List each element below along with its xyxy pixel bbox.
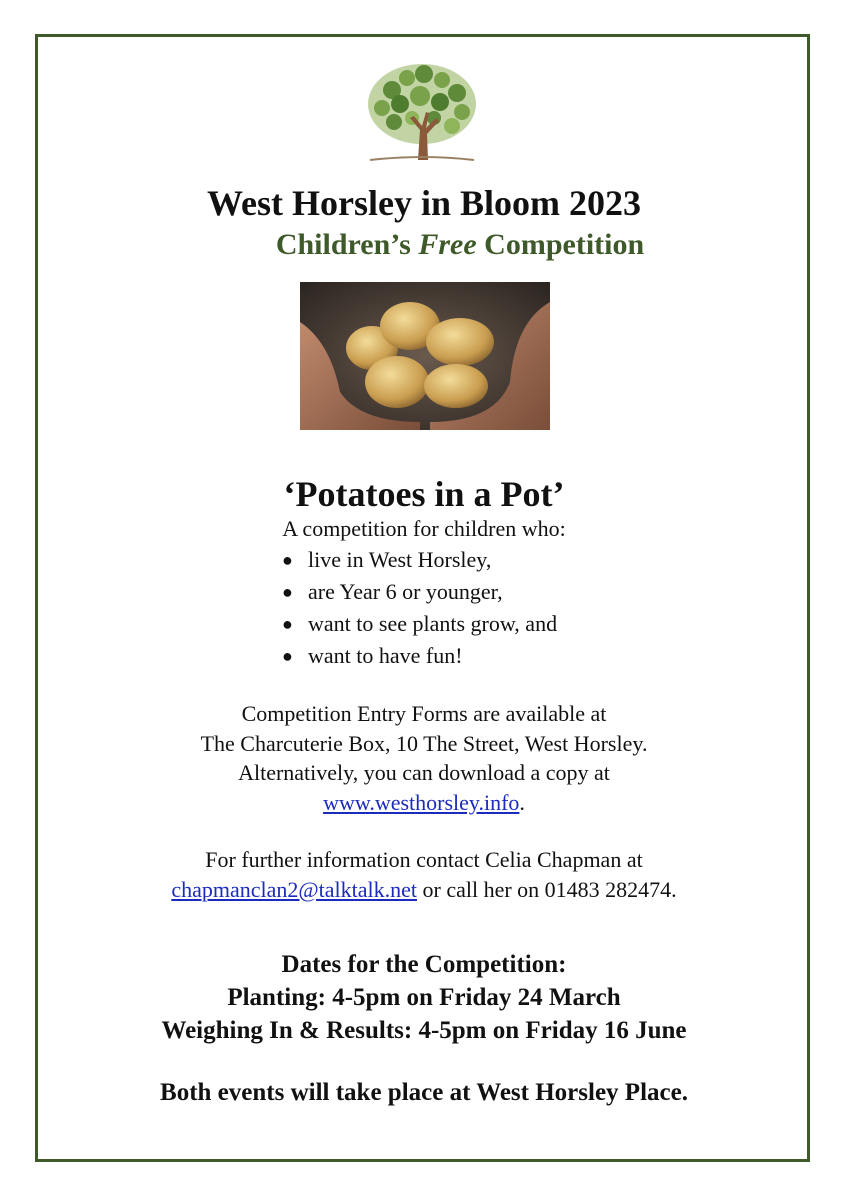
- list-item: ● want to have fun!: [282, 640, 557, 672]
- bullet-icon: ●: [282, 614, 293, 634]
- entry-forms-line-3: Alternatively, you can download a copy at: [238, 760, 610, 785]
- tree-logo: [362, 60, 482, 164]
- list-item: ● are Year 6 or younger,: [282, 576, 557, 608]
- subtitle-prefix: Children’s: [275, 228, 419, 261]
- bullet-icon: ●: [282, 646, 293, 666]
- bullet-icon: ●: [282, 582, 293, 602]
- email-link[interactable]: chapmanclan2@talktalk.net: [171, 876, 417, 902]
- contact-line-1: For further information contact Celia Chapman at: [205, 847, 643, 872]
- potatoes-photo: [300, 282, 550, 430]
- competition-intro: A competition for children who:: [282, 516, 566, 541]
- entry-forms-paragraph: [0, 699, 848, 817]
- competition-dates: [0, 948, 848, 1047]
- competition-name: ‘Potatoes in a Pot’: [283, 474, 565, 514]
- page-title: West Horsley in Bloom 2023: [207, 183, 641, 223]
- dates-heading: Dates for the Competition:: [281, 951, 567, 978]
- venue-note: Both events will take place at West Horsley Place.: [160, 1079, 688, 1106]
- entry-forms-line-1: Competition Entry Forms are available at: [241, 701, 607, 726]
- weighing-date: Weighing In & Results: 4-5pm on Friday 16 June: [161, 1017, 687, 1044]
- list-item: ● live in West Horsley,: [282, 544, 557, 576]
- contact-paragraph: [0, 845, 848, 904]
- website-link[interactable]: www.westhorsley.info: [323, 789, 520, 815]
- page-subtitle: [230, 226, 690, 264]
- bullet-icon: ●: [282, 550, 293, 570]
- planting-date: Planting: 4-5pm on Friday 24 March: [227, 984, 621, 1011]
- contact-line-2: chapmanclan2@talktalk.net or call her on 01483 282474.: [171, 876, 677, 902]
- subtitle-emphasis: Free: [418, 228, 477, 261]
- subtitle-suffix: Competition: [476, 228, 645, 261]
- download-line: www.westhorsley.info.: [323, 789, 525, 815]
- list-item: ● want to see plants grow, and: [282, 608, 557, 640]
- eligibility-list: [282, 544, 557, 672]
- entry-forms-line-2: The Charcuterie Box, 10 The Street, West Horsley.: [200, 730, 648, 756]
